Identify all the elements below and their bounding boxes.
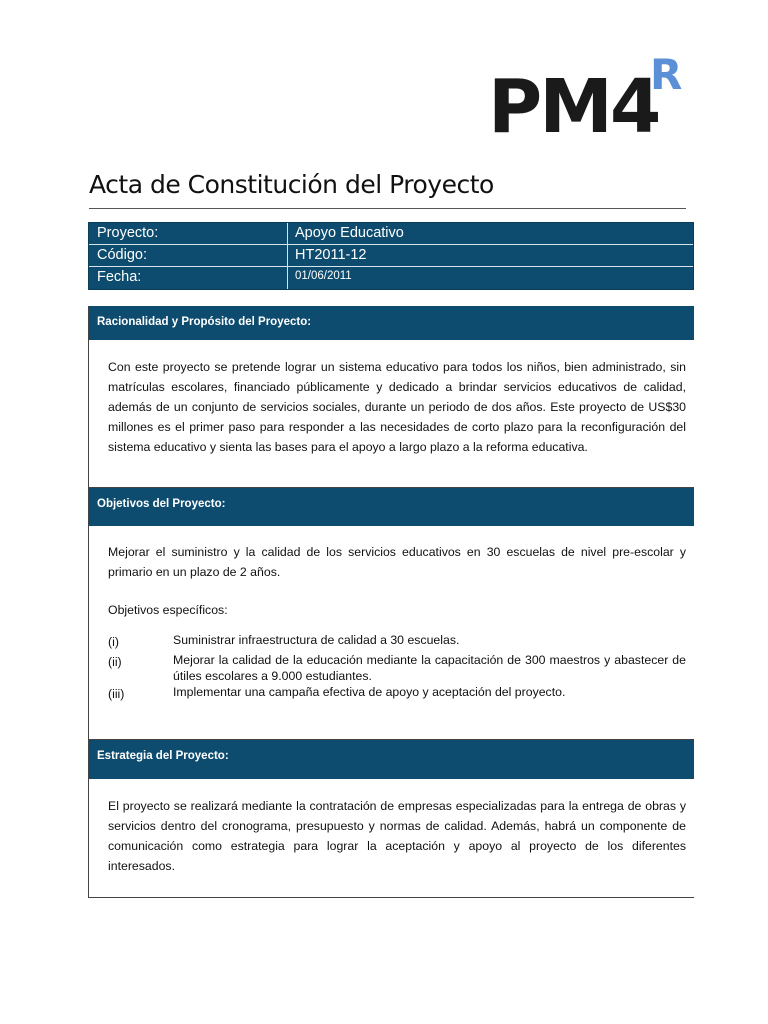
logo-superscript: R — [650, 50, 683, 99]
title-divider — [89, 208, 686, 209]
estrategia-section — [88, 740, 694, 898]
item-number: (ii) — [108, 655, 122, 669]
pm4r-logo — [488, 52, 693, 152]
list-item — [108, 684, 686, 704]
objetivos-especificos-label: Objetivos específicos: — [108, 603, 228, 617]
item-text: Mejorar la calidad de la educación mediante la capacitación de 300 maestros y abastecer de útiles escolares a 9.000 estudiantes. — [173, 653, 686, 683]
list-item — [108, 652, 686, 684]
objetivos-section — [88, 488, 694, 740]
project-info-table — [88, 222, 694, 290]
proyecto-value: Apoyo Educativo — [295, 225, 404, 241]
logo-main-text: PM4 — [488, 64, 659, 150]
racionalidad-section — [88, 306, 694, 488]
list-item — [108, 632, 686, 652]
item-number: (i) — [108, 635, 119, 649]
objetivo-general: Mejorar el suministro y la calidad de los servicios educativos en 30 escuelas de nivel pre-escolar y primario en un plazo de 2 años. — [108, 545, 686, 579]
estrategia-body — [89, 779, 694, 876]
estrategia-heading: Estrategia del Proyecto: — [89, 740, 694, 779]
item-text: Suministrar infraestructura de calidad a 30 escuelas. — [173, 633, 460, 647]
codigo-label: Código: — [97, 247, 147, 263]
item-number: (iii) — [108, 687, 125, 701]
estrategia-text: El proyecto se realizará mediante la contratación de empresas especializadas para la entrega de obras y servicios dentro del cronograma, presupuesto y normas de calidad. Además, habrá un componente de comunicación como estrategia para lograr la aceptación y apoyo al proyecto de los diferentes interesados. — [108, 799, 686, 873]
info-row-fecha — [89, 267, 693, 289]
info-row-codigo — [89, 245, 693, 267]
fecha-value: 01/06/2011 — [295, 270, 352, 282]
page-title: Acta de Constitución del Proyecto — [89, 170, 494, 199]
item-text: Implementar una campaña efectiva de apoyo y aceptación del proyecto. — [173, 685, 566, 699]
racionalidad-body — [89, 340, 694, 457]
objetivos-body — [89, 526, 694, 704]
proyecto-label: Proyecto: — [97, 225, 159, 241]
objetivos-heading: Objetivos del Proyecto: — [89, 488, 694, 526]
fecha-label: Fecha: — [97, 269, 142, 285]
racionalidad-text: Con este proyecto se pretende lograr un sistema educativo para todos los niños, bien administrado, sin matrículas escolares, financiado públicamente y dedicado a brindar servicios educativos de calidad, además de un conjunto de servicios sociales, durante un periodo de dos años. Este proyecto de US$30 millones es el primer paso para responder a las necesidades de corto plazo para la reconfiguración del sistema educativo y sienta las bases para el apoyo a largo plazo a la reforma educativa. — [108, 360, 686, 454]
racionalidad-heading: Racionalidad y Propósito del Proyecto: — [89, 306, 694, 340]
objetivos-list — [108, 632, 686, 704]
codigo-value: HT2011-12 — [295, 247, 367, 263]
info-row-proyecto — [89, 223, 693, 245]
